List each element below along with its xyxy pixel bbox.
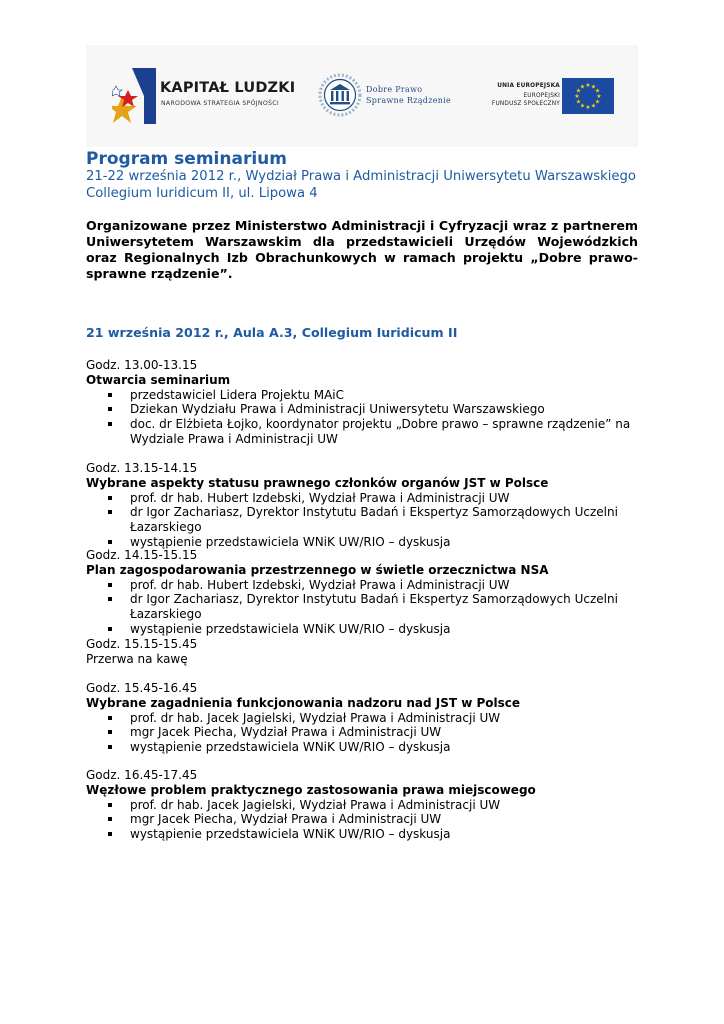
intro-paragraph: Organizowane przez Ministerstwo Administracji i Cyfryzacji wraz z partnerem Uniwersytetem Warszawskim dla przedstawicieli Urzędów Wojewódzkich oraz Regionalnych Izb Obrachunkowych w ramach projektu „Dobre prawo-sprawne rządzenie”. xyxy=(86,218,638,281)
session-title: Wybrane zagadnienia funkcjonowania nadzoru nad JST w Polsce xyxy=(86,695,521,710)
eu-line3: FUNDUSZ SPOŁECZNY xyxy=(491,101,560,107)
eu-star-icon: ★ xyxy=(579,83,586,91)
session-time: Godz. 16.45-17.45 xyxy=(86,768,198,782)
session-title: Węzłowe problem praktycznego zastosowania prawa miejscowego xyxy=(86,782,536,797)
dobre-prawo-line1: Dobre Prawo xyxy=(366,85,423,94)
session-time: Godz. 15.45-16.45 xyxy=(86,681,198,695)
subtitle-address: Collegium Iuridicum II, ul. Lipowa 4 xyxy=(86,186,318,201)
kapital-ludzki-logo xyxy=(112,66,296,128)
dobre-prawo-logo xyxy=(318,72,452,120)
eu-flag-icon xyxy=(562,78,614,114)
session-title: Plan zagospodarowania przestrzennego w świetle orzecznictwa NSA xyxy=(86,562,549,577)
eu-star-icon: ★ xyxy=(574,93,580,101)
list-item: wystąpienie przedstawiciela WNiK UW/RIO – dyskusja xyxy=(86,535,646,550)
session-block xyxy=(86,461,646,550)
list-item: prof. dr hab. Hubert Izdebski, Wydział Prawa i Administracji UW xyxy=(86,578,646,593)
list-item: prof. dr hab. Hubert Izdebski, Wydział Prawa i Administracji UW xyxy=(86,491,646,506)
session-break: Przerwa na kawę xyxy=(86,651,188,666)
dobre-prawo-line2: Sprawne Rządzenie xyxy=(366,96,452,105)
eu-star-icon: ★ xyxy=(590,102,597,110)
eu-star-icon: ★ xyxy=(585,104,591,112)
eu-star-icon: ★ xyxy=(596,93,602,101)
session-block xyxy=(86,358,646,447)
eu-star-icon: ★ xyxy=(585,82,591,90)
kapital-ludzki-star-icon xyxy=(112,66,158,128)
page-title: Program seminarium xyxy=(86,149,287,169)
session-speaker-list xyxy=(86,798,646,842)
subtitle-date-place: 21-22 września 2012 r., Wydział Prawa i Administracji Uniwersytetu Warszawskiego xyxy=(86,169,636,184)
eu-star-icon: ★ xyxy=(575,98,582,106)
session-speaker-list xyxy=(86,578,646,637)
list-item: doc. dr Elżbieta Łojko, koordynator projektu „Dobre prawo – sprawne rządzenie” na Wydziale Prawa i Administracji UW xyxy=(86,417,640,447)
session-title: Otwarcia seminarium xyxy=(86,372,231,387)
list-item: wystąpienie przedstawiciela WNiK UW/RIO – dyskusja xyxy=(86,622,646,637)
eu-logo xyxy=(478,77,618,117)
session-speaker-list xyxy=(86,388,646,447)
session-time: Godz. 14.15-15.15 xyxy=(86,548,198,562)
session-block xyxy=(86,548,646,637)
session-speaker-list xyxy=(86,711,646,755)
session-block xyxy=(86,637,646,667)
eu-star-icon: ★ xyxy=(590,83,597,91)
eu-star-icon: ★ xyxy=(594,87,601,95)
list-item: prof. dr hab. Jacek Jagielski, Wydział Prawa i Administracji UW xyxy=(86,711,646,726)
session-time: Godz. 13.15-14.15 xyxy=(86,461,198,475)
list-item: przedstawiciel Lidera Projektu MAiC xyxy=(86,388,646,403)
classical-building-icon xyxy=(318,72,362,118)
session-time: Godz. 13.00-13.15 xyxy=(86,358,198,372)
list-item: mgr Jacek Piecha, Wydział Prawa i Administracji UW xyxy=(86,812,646,827)
day-heading: 21 września 2012 r., Aula A.3, Collegium Iuridicum II xyxy=(86,325,458,340)
eu-star-icon: ★ xyxy=(594,98,601,106)
list-item: prof. dr hab. Jacek Jagielski, Wydział Prawa i Administracji UW xyxy=(86,798,646,813)
session-title: Wybrane aspekty statusu prawnego członków organów JST w Polsce xyxy=(86,475,549,490)
list-item: dr Igor Zachariasz, Dyrektor Instytutu Badań i Ekspertyz Samorządowych Uczelni Łazarskiego xyxy=(86,505,646,535)
session-time: Godz. 15.15-15.45 xyxy=(86,637,198,651)
eu-star-icon: ★ xyxy=(575,87,582,95)
list-item: Dziekan Wydziału Prawa i Administracji Uniwersytetu Warszawskiego xyxy=(86,402,646,417)
list-item: dr Igor Zachariasz, Dyrektor Instytutu Badań i Ekspertyz Samorządowych Uczelni Łazarskiego xyxy=(86,592,646,622)
list-item: wystąpienie przedstawiciela WNiK UW/RIO – dyskusja xyxy=(86,827,646,842)
kapital-ludzki-title: KAPITAŁ LUDZKI xyxy=(160,80,296,96)
session-speaker-list xyxy=(86,491,646,550)
eu-line1: UNIA EUROPEJSKA xyxy=(497,83,560,89)
list-item: mgr Jacek Piecha, Wydział Prawa i Administracji UW xyxy=(86,725,646,740)
kapital-ludzki-subtitle: NARODOWA STRATEGIA SPÓJNOŚCI xyxy=(161,100,279,107)
session-block xyxy=(86,768,646,842)
list-item: wystąpienie przedstawiciela WNiK UW/RIO – dyskusja xyxy=(86,740,646,755)
eu-line2: EUROPEJSKI xyxy=(523,93,560,99)
eu-star-icon: ★ xyxy=(579,102,586,110)
session-block xyxy=(86,681,646,755)
